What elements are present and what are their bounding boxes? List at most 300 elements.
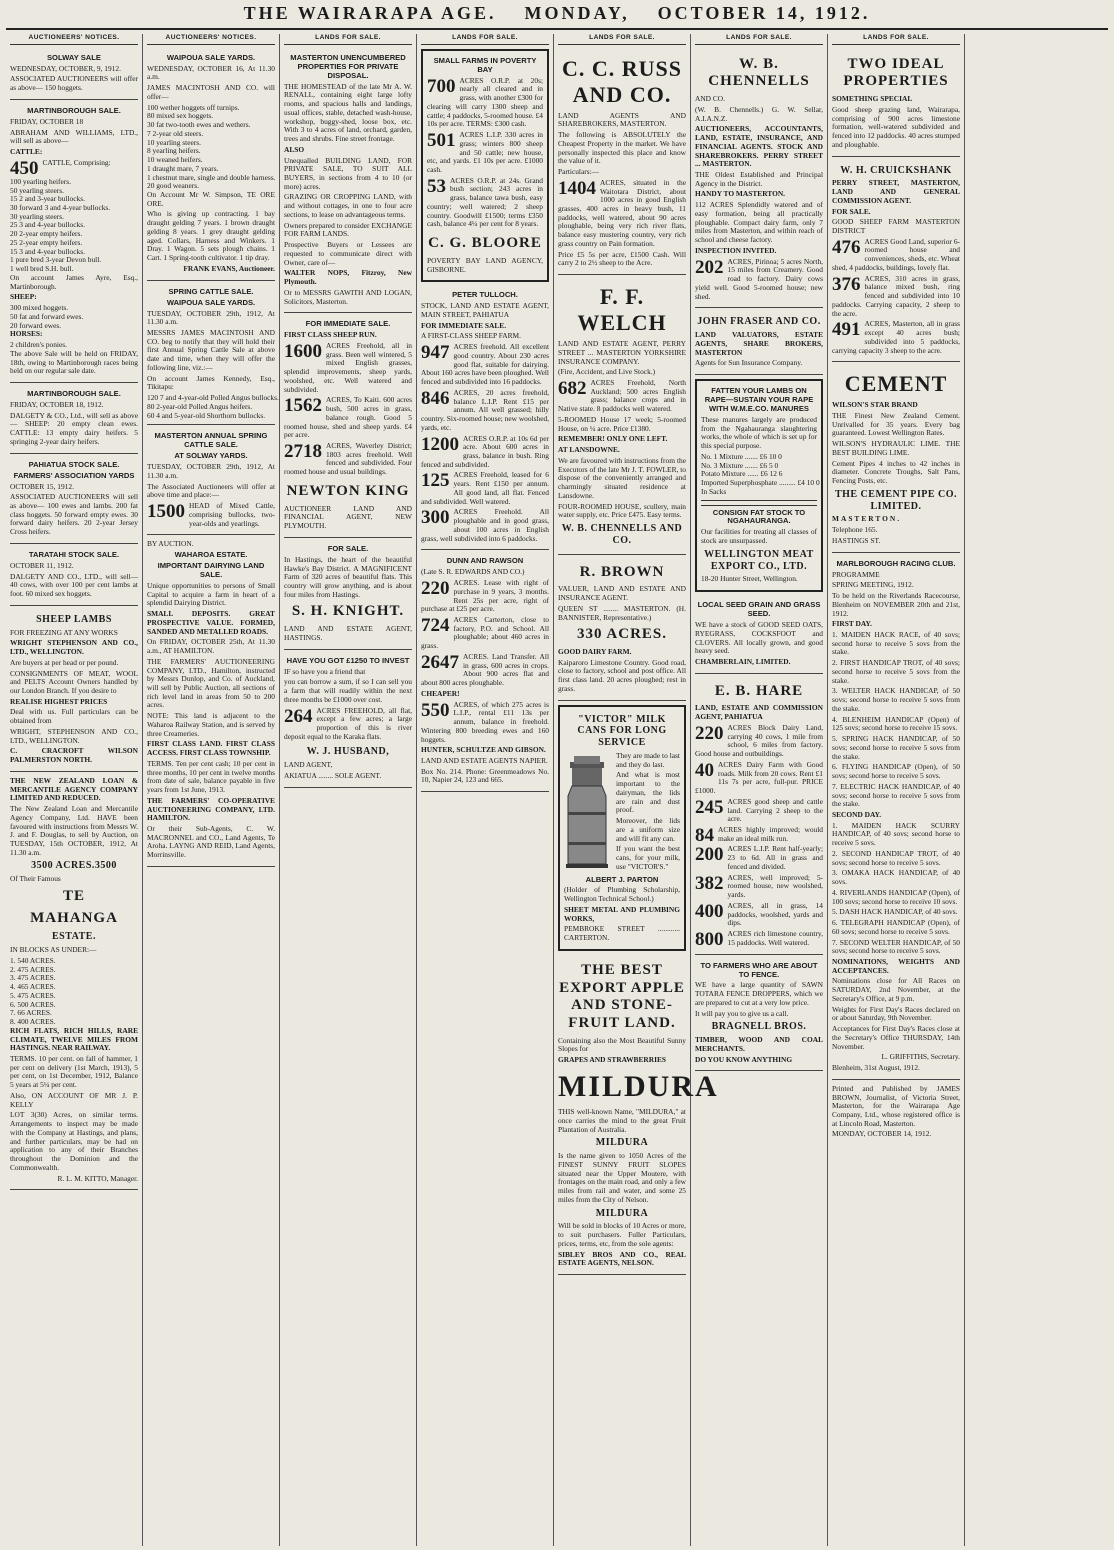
agent-subtitle: LAND AND ESTATE AGENT, HASTINGS. [284, 624, 412, 642]
mildura-title-3: MILDURA [595, 1207, 649, 1219]
ad-agent: C. CRACROFT WILSON PALMERSTON NORTH. [10, 746, 138, 765]
ad-callout: REMEMBER! ONLY ONE LEFT. [558, 434, 668, 444]
estate-name-mahanga: MAHANGA [30, 909, 118, 926]
lot-number: 1404 [558, 177, 596, 199]
agent-subtitle-2: SHEET METAL AND PLUMBING WORKS, [564, 904, 680, 923]
pahiatua-sale-ad [10, 456, 138, 544]
ad-subtitle: IMPORTANT DAIRYING LAND SALE. [157, 561, 265, 579]
two-ideal-ad [832, 49, 960, 157]
race-item: 7. ELECTRIC HACK HANDICAP, of 40 sovs; second horse to receive 5 sovs from the stake. [832, 781, 960, 809]
section-label: CATTLE: [10, 147, 43, 157]
list-item: 1. 540 ACRES. [10, 955, 56, 965]
race-item: 2. SECOND HANDICAP TROT, of 40 sovs; second horse to receive 5 sovs. [832, 848, 960, 867]
ad-body: If you want the best cans, for your milk, use "VICTOR'S." [616, 844, 680, 871]
mildura-title: MILDURA [558, 1069, 719, 1103]
lot-number: 2718 [284, 441, 322, 463]
agent-address: 18-20 Hunter Street, Wellington. [701, 574, 798, 584]
agent-name: HUNTER, SCHULTZE AND GIBSON. [421, 745, 546, 755]
agent-subtitle: LAND AND ESTATE AGENTS NAPIER. [421, 756, 548, 765]
list-item: 60 4 and 5-year-old Shorthorn bullocks. [147, 410, 266, 420]
ad-body: To be held on the Riverlands Racecourse, Blenheim on NOVEMBER 20th and 21st, 1912. [832, 591, 960, 618]
list-item: 1 pure bred 3-year Devon bull. [10, 255, 102, 265]
column-heading: LANDS FOR SALE. [284, 34, 412, 45]
lot-text: ACRES, Waverley District; 1803 acres freehold. Well fenced and subdivided. Four roomed house and usual buildings. [284, 441, 412, 477]
agent-subtitle: PERRY STREET, MASTERTON, LAND AND GENERAL COMMISSION AGENT. [832, 178, 960, 205]
ad-body: And what is most important to the dairyman, the lids are rain and dust proof. [616, 770, 680, 815]
agent-name: F. F. WELCH [577, 284, 667, 336]
ad-body: These manures largely are produced from the Ngahauranga slaughtering works, the whole of which is set up for this special purpose. [701, 414, 817, 451]
imprint-date: MONDAY, OCTOBER 14, 1912. [832, 1129, 932, 1139]
ad-terms: TERMS. 10 per cent. on fall of hammer, 1 per cent on delivery (1st March, 1913), 5 per cent, on 1st December, 1912, Balance 5 years at 5¼ per cent. [10, 1054, 138, 1090]
lot-text: ACRES, well improved; 5-roomed house, new woolshed, yards. [727, 872, 823, 900]
russ-ad [558, 49, 686, 275]
ad-subtitle: WILSON'S STAR BRAND [832, 400, 918, 410]
ad-price: Price £5 5s per acre, £1500 Cash. Will carry 2 to 2½ sheep to the Acre. [558, 249, 686, 268]
ad-firm: WRIGHT, STEPHENSON AND CO., LTD., WELLINGTON. [10, 726, 138, 745]
lot-text: ACRES Good Land, superior 6-roomed house and conveniences, sheds, etc. Wheat shed, 4 paddocks, buildings, lovely flat. [832, 236, 960, 272]
poverty-bay-ad [421, 49, 549, 283]
fencing-ad [695, 957, 823, 1072]
ad-body: Weights for First Day's Races declared on or about Saturday, 9th November. [832, 1004, 960, 1023]
lot-number: 84 [695, 825, 714, 847]
section-label: HORSES: [10, 329, 43, 339]
ad-title: FATTEN YOUR LAMBS ON RAPE—SUSTAIN YOUR RAPE WITH W.M.E.CO. MANURES [704, 386, 814, 413]
ad-subtitle: Of Their Famous [10, 874, 61, 884]
agent-subtitle: LAND AGENT, [284, 760, 333, 770]
taratahi-sale-ad [10, 546, 138, 606]
ad-subtitle: CONSIGN FAT STOCK TO NGAHAURANGA. [712, 507, 806, 526]
agent-name: S. H. KNIGHT. [291, 603, 405, 620]
lot-text: ACRES L.I.P. 330 acres in grass; winters 800 sheep and 50 cattle; new house, etc, and yards. £1 10s per acre. £1000 cash. [427, 130, 543, 175]
lot-number: 700 [427, 75, 456, 97]
list-item: 8. 400 ACRES. [10, 1017, 56, 1027]
agent-subtitle: LAND AGENTS AND SHAREBROKERS, MASTERTON. [558, 110, 686, 129]
ad-date: TUESDAY, OCTOBER 29th, 1912, At 11.30 a.m. [147, 462, 275, 480]
lot-text: ACRES O.R.P. at 20s; nearly all cleared and in grass, with another £300 for clearing will carry 1300 sheep and cattle; 4 paddocks, 5-roomed house. £4 10s per acre. TERMS: £300 cash. [427, 75, 543, 129]
ad-body: Nominations close for All Races on SATURDAY, 2nd November, at the Secretary's Office, at 9 p.m. [832, 976, 960, 1003]
ad-subtitle: Also, ON ACCOUNT OF MR J. P. KELLY [10, 1090, 138, 1109]
ad-title: LOCAL SEED GRAIN AND GRASS SEED. [697, 600, 821, 619]
dunn-rawson-ad [421, 552, 549, 792]
ad-body: Prospective Buyers or Lessees are requested to communicate direct with Owner, care of— [284, 240, 412, 267]
ad-body: Who is giving up contracting. 1 bay draught gelding 7 years. 1 brown draught gelding 8 years. 1 grey draught gelding aged. Collars, Harness and Winkers. 1 Dray. 1 Wagon. 5 sets plough chains. 1 Cart. 1 Spring-tooth cultivator. 1 tip dray. [147, 209, 275, 263]
list-item: 10 yearling steers. [147, 137, 201, 147]
masthead [6, 0, 1108, 30]
lot-number: 450 [10, 157, 39, 179]
race-item: 5. DASH HACK HANDICAP, of 40 sovs. [832, 907, 958, 917]
agent-subtitle-2: Agents for Sun Insurance Company. [695, 358, 803, 368]
list-item: 80 2-year-old Polled Angus heifers. [147, 401, 253, 411]
list-item: 20 forward ewes. [10, 320, 62, 330]
list-item: 4. 465 ACRES. [10, 982, 56, 992]
ad-subtitle: ALSO [284, 144, 305, 154]
agent-address: PEMBROKE STREET ............ CARTERTON. [564, 924, 680, 943]
victor-cans-ad [558, 705, 686, 951]
ad-note: Owners prepared to consider EXCHANGE FOR FARM LANDS. [284, 220, 412, 239]
hare-ad [695, 676, 823, 955]
ad-title: TARATAHI STOCK SALE. [28, 549, 120, 559]
ad-subtitle: A FIRST-CLASS SHEEP FARM. [421, 331, 521, 341]
lot-text: ACRES Freehold. All ploughable and in good grass, about 100 acres in English grass, well subdivided into 6 paddocks. [421, 507, 549, 543]
mildura-ad [558, 955, 719, 1275]
lot-text: ACRES, 310 acres in grass, balance mixed bush, ring fenced and subdivided into 10 paddocks. Carrying capacity, 2 sheep to the acre. [832, 273, 960, 318]
lot-text: ACRES freehold. All excellent good country. About 230 acres good flat, suitable for dairying. About 160 acres have been ploughed. Well fenced and subdivided into 16 paddocks. [421, 342, 549, 387]
list-item: 100 yearling heifers. [10, 176, 71, 186]
agent-name: DUNN AND RAWSON [446, 556, 524, 566]
ad-contact: WALTER NOPS, Fitzroy, New Plymouth. [284, 268, 412, 287]
imprint-text: Printed and Published by JAMES BROWN, Journalist, of Victoria Street, Masterton, for the Wairarapa Age Company, Ltd., whose registered office is at Lincoln Road, Masterton. [832, 1083, 960, 1128]
ad-body: Acceptances for First Day's Races close at the Secretary's Office THURSDAY, 14th November. [832, 1024, 960, 1051]
lot-number: 220 [695, 722, 724, 744]
agent-name: ALBERT J. PARTON [585, 874, 659, 884]
agent-subtitle: VALUER, LAND AND ESTATE AND INSURANCE AGENT. [558, 584, 686, 603]
ad-title: MASTERTON ANNUAL SPRING CATTLE SALE. [154, 431, 268, 450]
ad-note: NOTE: This land is adjacent to the Waharoa Railway Station, and is served by three Creameries. [147, 711, 275, 738]
list-item: 1 chestnut mare, single and double harness. [147, 172, 276, 182]
lot-text: ACRES O.R.P. at 24s. Grand bush section; 243 acres in grass, balance tawa bush, easy country; well watered; 2 sheep country. Goodwill £1500; terms £350 cash, balance 4¼ per cent for 8 years. [427, 175, 543, 229]
waharoa-estate-ad [147, 537, 275, 867]
ad-body: ASSOCIATED AUCTIONEERS will offer as above— 150 hoggets. [10, 74, 138, 93]
ad-title: WAHAROA ESTATE. [174, 550, 248, 560]
ad-body: MESSRS JAMES MACINTOSH AND CO. beg to notify that they will hold their first Annual Spring Cattle Sale at above date and time, when they will offer the following line, viz.:— [147, 327, 275, 372]
lot-number: 200 [695, 844, 724, 866]
column-heading: LANDS FOR SALE. [695, 34, 823, 45]
ad-title: THE BEST EXPORT APPLE AND STONE-FRUIT LAND. [559, 961, 685, 1031]
lot-text: ACRES Freehold, leased for 6 years. Rent £150 per annum. All good land, all flat. Fenced and subdivided. Well watered. [421, 470, 549, 506]
day-heading: FIRST DAY. [832, 619, 872, 629]
lot-text: ACRES O.R.P. at 10s 6d per acre. About 600 acres in grass, balance in bush. Ring fenced and subdivided. [421, 433, 549, 469]
blocks-list [10, 957, 138, 1027]
ad-body: WILSON'S HYDRAULIC LIME. THE BEST BUILDING LIME. [832, 439, 960, 457]
agent-contact: Box No. 214. Phone: Greenmeadows No. 10, Napier 24, 123 and 665. [421, 766, 549, 785]
lot-number: 220 [421, 578, 450, 600]
ad-signoff: R. L. M. KITTO, Manager. [57, 1173, 138, 1183]
ad-body: Will be sold in blocks of 10 Acres or more, to suit purchasers. Fuller Particulars, prices, terms, etc, from the sole agents: [558, 1221, 686, 1248]
list-item: 30 forward 3 and 4-year bullocks. [10, 203, 111, 213]
estate-label: ESTATE. [52, 931, 96, 943]
ad-subtitle: GOOD SHEEP FARM MASTERTON DISTRICT [832, 217, 960, 236]
lot-number: 682 [558, 378, 587, 399]
agent-subtitle: LAND AND ESTATE AGENT, PERRY STREET ... MASTERTON YORKSHIRE INSURANCE COMPANY. [558, 339, 686, 366]
column-4 [417, 34, 554, 1546]
ad-callout: DO YOU KNOW ANYTHING [695, 1054, 793, 1064]
masthead-title: THE WAIRARAPA AGE. [243, 3, 497, 24]
martinborough-sale-ad [10, 102, 138, 383]
lot-number: 491 [832, 319, 861, 341]
ad-callout: FIRST CLASS LAND. FIRST CLASS ACCESS. FIRST CLASS TOWNSHIP. [147, 739, 275, 758]
spring-cattle-sale-ad [147, 283, 279, 426]
ad-body: Is the name given to 1050 Acres of the FINEST SUNNY FRUIT SLOPES situated near the Upper Moutere, with frontages on the main road, and only a few miles from rail and water, and some 25 miles from the City of Nelson. [558, 1151, 686, 1204]
imprint [832, 1082, 960, 1145]
agent-name: R. BROWN [579, 563, 665, 580]
column-heading: LANDS FOR SALE. [558, 34, 686, 45]
agent-name: JOHN FRASER AND CO. [697, 316, 821, 328]
agent-phone: Telephone 165. [832, 525, 878, 535]
ad-dateline: Blenheim, 31st August, 1912. [832, 1063, 920, 1073]
columns [6, 34, 1108, 1546]
ad-date: On FRIDAY, OCTOBER 25th, At 11.30 a.m., AT HAMILTON. [147, 637, 275, 656]
ad-title: SMALL FARMS IN POVERTY BAY [433, 55, 537, 74]
lot-number: 501 [427, 130, 456, 152]
ad-date: TUESDAY, OCTOBER 29th, 1912, At 11.30 a.m. [147, 308, 275, 327]
ad-title: HAVE YOU GOT £1250 TO INVEST [286, 655, 410, 665]
day-heading: SECOND DAY. [832, 809, 882, 819]
waipoua-sale-ad [147, 49, 275, 281]
list-item: 20 good weaners. [147, 181, 199, 191]
ad-body: Our facilities for treating all classes of stock are unsurpassed. [701, 527, 817, 546]
lot-text: ACRES Block Dairy Land, carrying 40 cows, 1 mile from school, 6 miles from factory. Good house and outbuildings. [695, 722, 823, 759]
ad-firm: WRIGHT STEPHENSON AND CO., LTD., WELLINGTON. [10, 638, 138, 657]
fraser-ad [695, 310, 823, 375]
ad-contact: Or to MESSRS GAWITH AND LOGAN, Solicitors, Masterton. [284, 287, 412, 306]
agent-name: C. G. BLOORE [428, 235, 542, 252]
ad-body: THIS well-known Name, "MILDURA," at once carries the mind to the great Fruit Plantation of Australia. [558, 1107, 686, 1134]
ad-title: SHEEP LAMBS [36, 613, 112, 625]
race-item: 6. FLYING HANDICAP (Open), of 50 sovs; second horse to receive 5 sovs. [832, 762, 960, 781]
race-item: 1. MAIDEN HACK SCURRY HANDICAP, of 40 sovs; second horse to receive 5 sovs. [832, 820, 960, 848]
ad-body: WE have a stock of GOOD SEED OATS, RYEGRASS, COCKSFOOT and CLOVERS. All locally grown, and good heavy seed. [695, 620, 823, 656]
list-item: 1 draught mare, 7 years. [147, 163, 219, 173]
list-item: 100 wether hoggets off turnips. [147, 102, 240, 112]
agent-name: BRAGNELL BROS. [711, 1021, 807, 1033]
race-item: 3. WELTER HACK HANDICAP, of 50 sovs; second horse to receive 5 sovs from the stake. [832, 686, 960, 713]
ad-body: The following is ABSOLUTELY the Cheapest Property in the market. We have personally inspected this place and know the value of it. [558, 130, 686, 166]
lot-number: 1562 [284, 395, 322, 417]
ad-subtitle: NOMINATIONS, WEIGHTS AND ACCEPTANCES. [832, 956, 960, 975]
lot-number: 724 [421, 614, 450, 636]
milk-can-icon [564, 752, 610, 872]
lot-text: ACRES, Masterton, all in grass except 40 acres bush; subdivided into 5 paddocks, carrying capacity 3 sheep to the acre. [832, 319, 960, 355]
ad-callout: CHEAPER! [421, 688, 460, 698]
agent-name: W. B. CHENNELLS [708, 55, 810, 90]
ad-date: OCTOBER 11, 1912. [10, 560, 74, 570]
lot-text: ACRES Carterton, close to factory, P.O. and School. All ploughable; about 460 acres in grass. [421, 614, 549, 651]
ad-subtitle: FIRST CLASS SHEEP RUN. [284, 330, 377, 340]
ad-body: THE HOMESTEAD of the late Mr A. W. RENALL, containing eight large lofty rooms, and spacious halls and landings, usual offices, stable, detached wash-house, workshop, buggy-shed, loose box, etc. With 3 to 4 acres of land, orchard, garden, trees and shrubs. Fine street frontage. [284, 81, 412, 144]
ad-body: DALGETY & CO., Ltd., will sell as above— SHEEP: 20 empty clean ewes. CATTLE: 13 empty dairy heifers. 5 springing 2-year dairy heifers. [10, 410, 138, 446]
ad-title: WAIPOUA SALE YARDS. [166, 52, 256, 62]
ad-subtitle-2: GRAPES AND STRAWBERRIES [558, 1055, 667, 1065]
ad-body: THE FARMERS' AUCTIONEERING COMPANY, LTD., Hamilton, instructed by Messrs Dunlop, and Co. of Auckland, will sell by Public Auction, all sections of rich level land in areas from 50 to 200 acres. [147, 656, 275, 710]
list-item: 1 well bred S.H. bull. [10, 264, 74, 274]
lot-text: ACRES. Lease with right of purchase in 9 years, 3 months. Rent 25s per acre, right of purchase at £25 per acre. [421, 578, 549, 614]
list-item: 3. 475 ACRES. [10, 973, 56, 983]
list-item: 25 2-year empty heifers. [10, 237, 83, 247]
agent-place: MASTERTON. [832, 514, 902, 524]
ad-title: PAHIATUA STOCK SALE. [28, 459, 120, 469]
ad-subtitle: FOR FREEZING AT ANY WORKS [10, 627, 118, 637]
agent-name: W. B. CHENNELLS AND CO. [561, 523, 683, 546]
ad-title: MARTINBOROUGH SALE. [27, 105, 121, 115]
ad-callout: RICH FLATS, RICH HILLS, RARE CLIMATE, TWELVE MILES FROM HASTINGS. NEAR RAILWAY. [10, 1025, 138, 1053]
agent-role: AUCTIONEERS, ACCOUNTANTS, LAND, ESTATE, INSURANCE, AND FINANCIAL AGENTS. STOCK AND SHAREBROKERS. PERRY STREET ... MASTERTON. [695, 124, 823, 169]
masthead-date: OCTOBER 14, 1912. [657, 3, 871, 24]
ad-subtitle: HANDY TO MASTERTON. [695, 189, 786, 199]
acreage-heading: 330 ACRES. [576, 626, 668, 643]
column-1 [6, 34, 143, 1546]
lot-number: 300 [421, 507, 450, 529]
ad-body: 112 ACRES Splendidly watered and of easy formation, being all practically ploughable. Compact dairy farm, only 7 miles from Masterton, and within reach of school and cheese factory. [695, 200, 823, 245]
lot-number: 1500 [147, 501, 185, 523]
lot-text: ACRES rich limestone country, 15 paddocks. Well watered. [727, 929, 823, 947]
agent-names: (W. B. Chennells.) G. W. Sellar, A.I.A.N.Z. [695, 104, 823, 123]
ad-body: Kaiparoro Limestone Country. Good road, close to factory, school and post office. All first class land. 20 acres ploughed; rest in grass. [558, 657, 686, 693]
acreage-heading: 3500 ACRES.3500 [31, 860, 117, 872]
solway-sale-ad [10, 49, 138, 100]
lot-text: ACRES highly improved; would make an ideal milk run. [718, 825, 823, 843]
ad-body: Unique opportunities to persons of Small Capital to acquire a farm in heart of a splendid Dairying District. [147, 580, 275, 608]
price-item: No. 3 Mixture ....... £6 5 0 [701, 460, 779, 470]
ad-body: LOT 3(30) Acres, on similar terms. Arrangements to inspect may be made with the Company at Hastings, and plans, and further particulars, may be had on application to any of their Branches throughout the Dominion and the Commonwealth. [10, 1110, 138, 1172]
agent-subtitle: (Late S. R. EDWARDS AND CO.) [421, 567, 525, 577]
ad-subtitle: Containing also the Most Beautiful Sunny Slopes for [558, 1035, 686, 1054]
price-item: No. 1 Mixture ....... £6 10 0 [701, 451, 782, 461]
agent-name: NEWTON KING [286, 482, 410, 499]
ad-date: OCTOBER 15, 1912. [10, 481, 74, 491]
ad-title: SPRING CATTLE SALE. [168, 286, 254, 296]
race-item: 1. MAIDEN HACK RACE, of 40 sovs; second horse to receive 5 sovs from the stake. [832, 630, 960, 657]
column-heading: AUCTIONEERS' NOTICES. [147, 34, 275, 45]
lot-number: 245 [695, 796, 724, 818]
ad-title: CEMENT [844, 371, 948, 397]
ad-note: It will pay you to give us a call. [695, 1008, 789, 1018]
lot-number: 125 [421, 470, 450, 492]
agent-subtitle: STOCK, LAND AND ESTATE AGENT, MAIN STREET, PAHIATUA [421, 301, 549, 319]
list-item: 15 2 and 3-year bullocks. [10, 194, 85, 204]
racing-club-ad [832, 555, 960, 1080]
ad-body: WE have a large quantity of SAWN TOTARA FENCE DROPPERS, which we are prepared to cut at a very low price. [695, 980, 823, 1007]
lot-text: ACRES, of which 275 acres is L.I.P., rental £11 13s per annum, balance in freehold. Wintering 800 breeding ewes and 160 hoggets. [421, 699, 549, 744]
ad-body: THE Finest New Zealand Cement. Unrivalled for 35 years. Every bag guaranteed. Lowest Wellington Rates. [832, 410, 960, 438]
ad-callout: SMALL DEPOSITS. GREAT PROSPECTIVE VALUE. FORMED, SANDED AND METALLED ROADS. [147, 609, 275, 636]
te-mahanga-estate-ad [10, 774, 138, 1190]
ad-firm: THE FARMERS' CO-OPERATIVE AUCTIONEERING COMPANY, LTD. HAMILTON. [147, 795, 275, 823]
brown-ad [558, 557, 686, 701]
lot-number: 947 [421, 342, 450, 364]
agent-subtitle-2: (Fire, Accident, and Live Stock.) [558, 367, 656, 377]
list-item: 8 yearling heifers. [147, 146, 201, 156]
agent-subtitle: LAND, ESTATE AND COMMISSION AGENT, PAHIATUA [695, 703, 823, 722]
ad-body: Good sheep grazing land, Wairarapa, comprising of 900 acres limestone formation, well-watered subdivided and fenced into 12 paddocks. 40 acres stumped and ploughable. [832, 104, 960, 149]
lot-number: 376 [832, 273, 861, 295]
ad-subtitle: INSPECTION INVITED. [695, 245, 777, 255]
ad-terms: TERMS. Ten per cent cash; 10 per cent in three months, 10 per cent in twelve months from date of sale, balance payable in five years from 1st June, 1913. [147, 758, 275, 795]
list-item: 300 mixed hoggets. [10, 303, 69, 313]
agent-name: C. C. RUSS AND CO. [561, 55, 683, 107]
lot-number: 1600 [284, 340, 322, 362]
ad-body: THE Oldest Established and Principal Agency in the District. [695, 170, 823, 188]
list-item: 6. 500 ACRES. [10, 999, 56, 1009]
cattle-list [10, 178, 138, 274]
ad-body: Deal with us. Full particulars can be obtained from [10, 707, 138, 726]
lot-text: CATTLE, Comprising: [42, 157, 111, 167]
ad-subtitle: IN BLOCKS AS UNDER:— [10, 945, 97, 955]
lot-number: 202 [695, 256, 724, 278]
ad-body: The New Zealand Loan and Mercantile Agency Company, Ltd. HAVE been favoured with instructions from Messrs W. J. and F. Douglas, to sell by Auction, on TUESDAY, 15th OCTOBER, 1912, At 11.30 a.m. [10, 804, 138, 857]
masterton-properties-ad [284, 49, 412, 313]
account-note: On account James Kennedy, Esq., Tikitapu: [147, 373, 275, 392]
lot-number: 53 [427, 175, 446, 197]
newton-king-ad [284, 315, 412, 538]
section-label: SHEEP: [10, 292, 37, 302]
ad-body: We are favoured with instructions from the Executors of the late Mr J. T. FOWLER, to dispose of the conveniently arranged and charmingly situated residence at Lansdowne. [558, 455, 686, 500]
ad-body: DALGETY AND CO., LTD., will sell— 40 cows, with over 100 per cent lambs at foot. 60 mixed sex hoggets. [10, 571, 138, 599]
chennells-ad [695, 49, 823, 309]
agent-subtitle: AND CO. [695, 94, 725, 104]
lot-number: 846 [421, 387, 450, 409]
knight-ad [284, 540, 412, 650]
ad-title: "VICTOR" MILK CANS FOR LONG SERVICE [577, 713, 667, 749]
list-item: 2 children's ponies. [10, 340, 67, 350]
agent-address: QUEEN ST ........ MASTERTON. (H. BANNISTER, Representative.) [558, 603, 686, 622]
column-7 [828, 34, 965, 1546]
lot-number: 400 [695, 900, 724, 922]
agent-name: W. J. HUSBAND, [306, 746, 390, 758]
ad-overline: BY AUCTION. [147, 539, 194, 549]
ad-firm: THE NEW ZEALAND LOAN & MERCANTILE AGENCY COMPANY LIMITED AND REDUCED. [10, 775, 138, 803]
lot-number: 800 [695, 929, 724, 951]
price-note: In Sacks [701, 486, 727, 496]
ad-subtitle: Particulars:— [558, 167, 600, 177]
ad-body: Moreover, the lids are a uniform size and will fit any can. [616, 816, 680, 843]
race-item: 7. SECOND WELTER HANDICAP, of 50 sovs; second horse to receive 5 sovs. [832, 937, 960, 956]
list-item: 5. 475 ACRES. [10, 990, 56, 1000]
agent-subtitle: (Holder of Plumbing Scholarship, Wellington Technical School.) [564, 885, 680, 904]
lot-text: ACRES, To Kaiti. 600 acres bush, 500 acres in grass, balance rough. Good 5 roomed house, shed and sheep yards. £4 per acre. [284, 395, 412, 440]
lot-text: ACRES Freehold, North Auckland; 500 acres English grass; balance crops and in Native state. 8 paddocks well watered. [558, 378, 686, 414]
ad-body: They are made to last and they do last. [616, 750, 680, 769]
ad-date: FRIDAY, OCTOBER 18 [10, 116, 84, 126]
ad-signoff: FRANK EVANS, Auctioneer. [183, 263, 275, 273]
ad-body: Unequalled BUILDING LAND, FOR PRIVATE SALE, TO SUIT ALL BUYERS, in sections from 4 to 10 (or more) acres. [284, 155, 412, 191]
ad-body: you can borrow a sum, if so I can sell you a farm that will readily within the next three months be £1000 over cost. [284, 677, 412, 704]
list-item: 2. 475 ACRES. [10, 964, 56, 974]
lot-text: HEAD of Mixed Cattle, comprising bullocks, two-year-olds and yearlings. [189, 501, 275, 528]
sheep-lambs-ad [10, 608, 138, 772]
lot-number: 264 [284, 705, 313, 727]
list-item: 80 mixed sex hoggets. [147, 111, 214, 121]
ad-title: FOR SALE. [832, 206, 871, 216]
price-item: Imported Superphosphate ......... £4 10 0 [701, 478, 820, 488]
lot-text: ACRES Freehold, all in grass. Been well wintered, 5 mixed English grasses, splendid improvements, sheep yards, woolshed, etc. Well watered and subdivided. [284, 340, 412, 394]
ad-body: Cement Pipes 4 inches to 42 inches in diameter. Concrete Troughs, Salt Pans, Fencing Posts, etc. [832, 458, 960, 486]
column-heading: LANDS FOR SALE. [421, 34, 549, 45]
welch-ad [558, 277, 686, 554]
ad-date: WEDNESDAY, OCTOBER, 9, 1912. [10, 63, 121, 73]
lot-text: ACRES, 20 acres freehold, balance L.I.P. Rent £15 per annum. All well grassed; hilly country. Six-roomed house; new woolshed, yards, etc. [421, 387, 550, 432]
race-item: 3. OMAKA HACK HANDICAP, of 40 sovs. [832, 868, 960, 887]
column-6 [691, 34, 828, 1546]
cement-ad [832, 364, 960, 552]
list-item: 120 7 and 4-year-old Polled Angus bullocks. [147, 393, 279, 403]
estate-name-te: TE [62, 888, 85, 905]
lot-number: 382 [695, 872, 724, 894]
masterton-spring-sale-ad [147, 427, 275, 535]
ad-agents: Or their Sub-Agents, C. W. MACRONNEL and CO., Land Agents, Te Aroha. LAYNG AND REID, Land Agents, Morrinsville. [147, 824, 275, 860]
ad-subtitle: AT SOLWAY YARDS. [174, 451, 248, 461]
ad-body: GRAZING OR CROPPING LAND, with and without cottages, in one to four acre sections, to lease on advantageous terms. [284, 192, 412, 219]
ad-title: MARLBOROUGH RACING CLUB. [836, 558, 956, 568]
agent-place: AKIATUA ........ SOLE AGENT. [284, 770, 382, 780]
list-item: 10 weaned heifers. [147, 155, 203, 165]
account-note: On Account Mr W. Simpson, TE ORE ORE. [147, 190, 275, 208]
list-item: 30 yearling steers. [10, 211, 64, 221]
ad-body: In Hastings, the heart of the beautiful Hawke's Bay District. A MAGNIFICENT Farm of 320 acres of beautiful flats. This country will grow anything, and is about four miles from Hastings. [284, 554, 412, 599]
agent-name: W. H. CRUICKSHANK [840, 164, 952, 176]
race-item: 5. SPRING HACK HANDICAP, of 50 sovs; second horse to receive 5 sovs from the stake. [832, 734, 960, 761]
martinborough-sale-2-ad [10, 385, 138, 454]
race-item: 4. RIVERLANDS HANDICAP (Open), of 100 sovs; second horse to receive 10 sovs. [832, 887, 960, 906]
